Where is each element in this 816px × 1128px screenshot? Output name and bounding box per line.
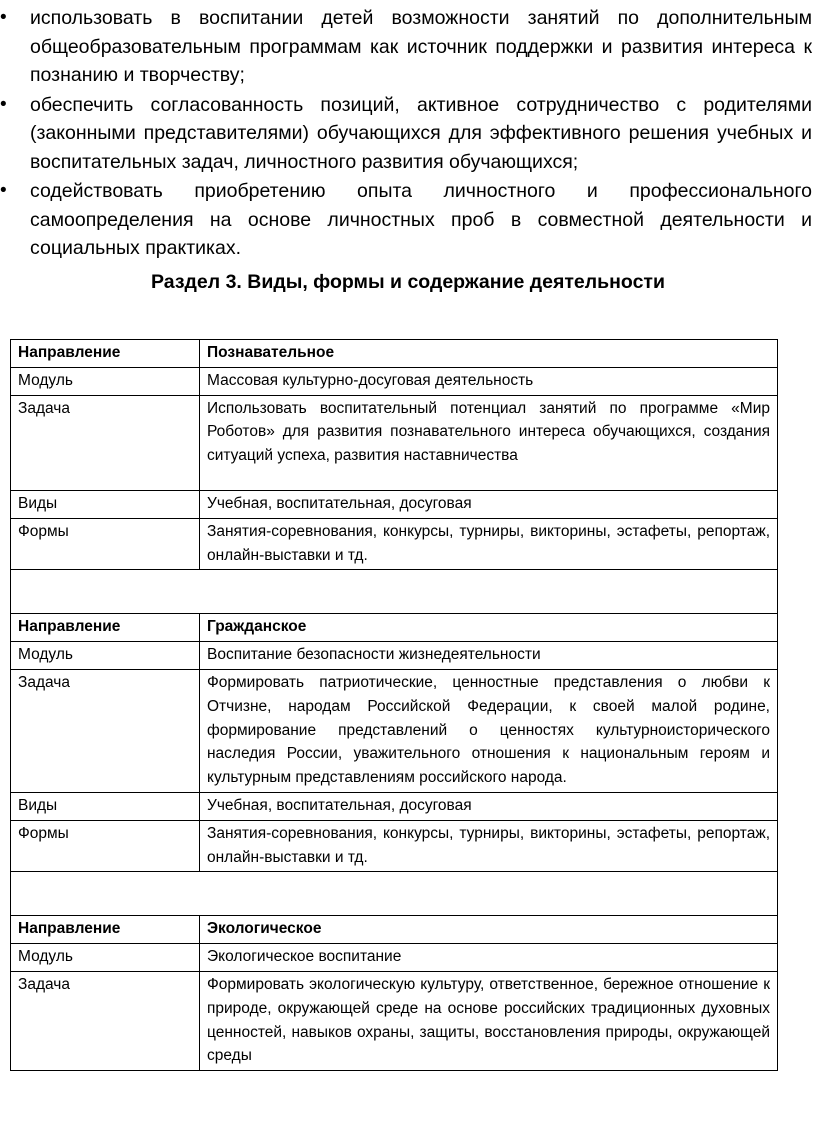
types-label: Виды xyxy=(11,792,200,820)
table-row xyxy=(11,367,778,395)
section-title: Раздел 3. Виды, формы и содержание деятельности xyxy=(151,271,665,293)
activities-table xyxy=(10,339,778,1071)
direction-label: Направление xyxy=(11,614,200,642)
forms-label: Формы xyxy=(11,518,200,570)
forms-value: Занятия-соревнования, конкурсы, турниры, викторины, эстафеты, репортаж, онлайн-выставки и тд. xyxy=(200,820,778,872)
direction-label: Направление xyxy=(11,340,200,368)
table-row xyxy=(11,395,778,490)
types-value: Учебная, воспитательная, досуговая xyxy=(200,792,778,820)
types-label: Виды xyxy=(11,490,200,518)
direction-value: Экологическое xyxy=(200,916,778,944)
direction-value: Гражданское xyxy=(200,614,778,642)
spacer-row xyxy=(11,570,778,614)
table-row xyxy=(11,669,778,792)
table-row xyxy=(11,971,778,1070)
module-value: Экологическое воспитание xyxy=(200,944,778,972)
direction-value: Познавательное xyxy=(200,340,778,368)
table-row xyxy=(11,340,778,368)
module-value: Массовая культурно-досуговая деятельность xyxy=(200,367,778,395)
goals-list xyxy=(0,4,812,264)
task-label: Задача xyxy=(11,669,200,792)
table-row xyxy=(11,614,778,642)
goal-item: • использовать в воспитании детей возможности занятий по дополнительным общеобразовательным программам как источник поддержки и развития интереса к познанию и творчеству; xyxy=(0,4,812,90)
forms-value: Занятия-соревнования, конкурсы, турниры, викторины, эстафеты, репортаж, онлайн-выставки и тд. xyxy=(200,518,778,570)
forms-label: Формы xyxy=(11,820,200,872)
table-row xyxy=(11,944,778,972)
module-label: Модуль xyxy=(11,642,200,670)
types-value: Учебная, воспитательная, досуговая xyxy=(200,490,778,518)
table-row xyxy=(11,642,778,670)
spacer-row xyxy=(11,872,778,916)
table-row xyxy=(11,820,778,872)
goal-item: • содействовать приобретению опыта личностного и профессионального самоопределения на основе личностных проб в совместной деятельности и социальных практиках. xyxy=(0,177,812,263)
module-label: Модуль xyxy=(11,944,200,972)
table-row xyxy=(11,490,778,518)
task-label: Задача xyxy=(11,971,200,1070)
task-label: Задача xyxy=(11,395,200,490)
table-row xyxy=(11,792,778,820)
task-value: Использовать воспитательный потенциал занятий по программе «Мир Роботов» для развития познавательного интереса обучающихся, создания ситуаций успеха, развития наставничества xyxy=(200,395,778,490)
table-row xyxy=(11,916,778,944)
module-value: Воспитание безопасности жизнедеятельности xyxy=(200,642,778,670)
module-label: Модуль xyxy=(11,367,200,395)
task-value: Формировать экологическую культуру, ответственное, бережное отношение к природе, окружающей среде на основе российских традиционных духовных ценностей, навыков охраны, защиты, восстановления природы, окружающей среды xyxy=(200,971,778,1070)
goal-item: • обеспечить согласованность позиций, активное сотрудничество с родителями (законными представителями) обучающихся для эффективного решения учебных и воспитательных задач, личностного развития обучающихся; xyxy=(0,91,812,177)
task-value: Формировать патриотические, ценностные представления о любви к Отчизне, народам Российской Федерации, к своей малой родине, формирование представлений о ценностях культурноисторического наследия России, уважительного отношения к национальным героям и культурным представлениям российского народа. xyxy=(200,669,778,792)
table-row xyxy=(11,518,778,570)
direction-label: Направление xyxy=(11,916,200,944)
